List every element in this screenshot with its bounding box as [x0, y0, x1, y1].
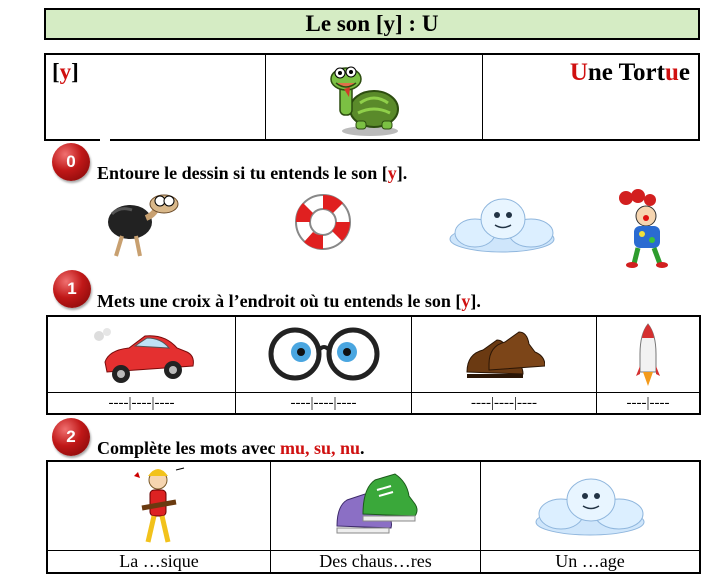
rocket-cell — [597, 317, 699, 392]
cloud-cell — [481, 462, 699, 550]
sneakers-cell — [271, 462, 481, 550]
sound-symbol-cell — [46, 55, 266, 139]
musician-cell — [48, 462, 271, 550]
turtle-icon — [326, 57, 406, 139]
exercise-2-table — [46, 460, 701, 574]
exercise-2-instruction: Complète les mots avec mu, su, nu. — [97, 438, 365, 458]
car-icon — [87, 324, 197, 386]
exercise-0-instruction: Entoure le dessin si tu entends le son [y]. — [97, 163, 408, 183]
exercise-1-table — [46, 315, 701, 415]
header-bottom-gap — [100, 136, 110, 144]
cloud-icon[interactable] — [445, 195, 560, 255]
exercise-1-badge: 1 — [53, 270, 91, 308]
lifebuoy-icon[interactable] — [289, 189, 357, 255]
glasses-cell — [236, 317, 412, 392]
exercise-2-badge: 2 — [52, 418, 90, 456]
shoes-cell — [412, 317, 597, 392]
word-cell — [483, 55, 698, 139]
syllable-box-3[interactable]: ----|----|---- — [412, 393, 597, 413]
syllable-box-1[interactable]: ----|----|---- — [48, 393, 236, 413]
key-word: Une Tortue — [569, 59, 690, 86]
glasses-icon — [263, 326, 385, 384]
cloud-icon — [531, 474, 649, 538]
turtle-image-cell — [266, 55, 483, 139]
sound-symbol: [y] — [52, 59, 79, 84]
syllable-box-2[interactable]: ----|----|---- — [236, 393, 412, 413]
word-field-3[interactable]: Un …age — [555, 551, 625, 571]
page-title: Le son [y] : U — [44, 8, 700, 40]
sneakers-icon — [333, 470, 419, 542]
syllable-box-4[interactable]: ----|---- — [626, 394, 670, 411]
shoes-icon — [463, 324, 545, 386]
rocket-icon — [635, 322, 661, 388]
musician-icon — [128, 464, 190, 548]
car-cell — [48, 317, 236, 392]
exercise-1-instruction: Mets une croix à l’endroit où tu entends le son [y]. — [97, 291, 481, 311]
clown-icon[interactable] — [616, 188, 678, 268]
ostrich-icon[interactable] — [102, 192, 184, 262]
header-table — [44, 53, 700, 141]
exercise-0-badge: 0 — [52, 143, 90, 181]
word-field-1[interactable]: La …sique — [48, 551, 271, 572]
word-field-2[interactable]: Des chaus…res — [271, 551, 481, 572]
